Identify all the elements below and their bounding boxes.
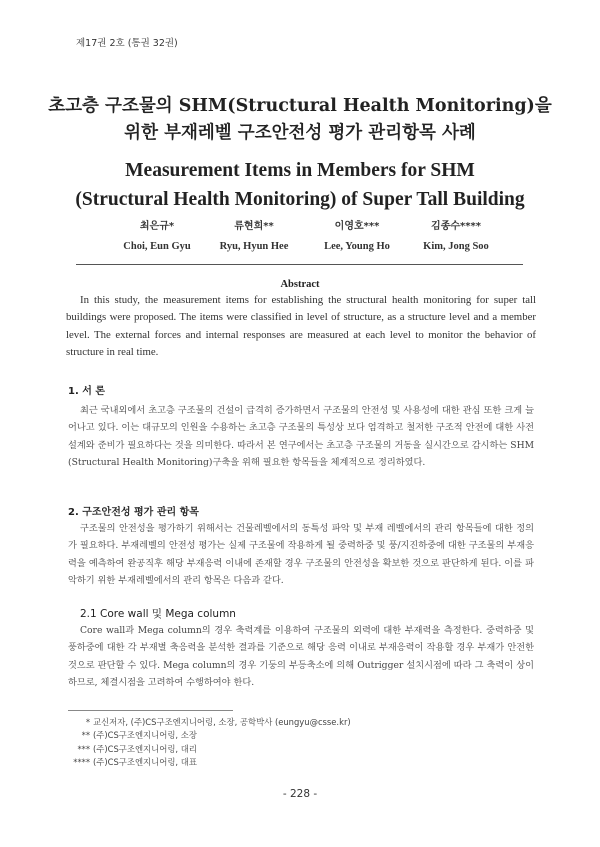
author-4-english-name: Kim, Jong Soo (423, 241, 489, 252)
journal-issue-header: 제17권 2호 (통권 32권) (76, 38, 178, 49)
english-title-line-2: (Structural Health Monitoring) of Super Tall Building (75, 189, 525, 210)
korean-title (0, 93, 600, 147)
author-2-english-name: Ryu, Hyun Hee (219, 241, 289, 252)
subsection-2-1-heading: 2.1 Core wall 및 Mega column (80, 608, 236, 620)
footnote-2 (66, 729, 351, 742)
abstract-heading: Abstract (280, 279, 320, 290)
author-list (0, 220, 600, 260)
footnote-4-mark: **** (73, 756, 90, 767)
title-divider (76, 264, 523, 265)
footnotes (66, 716, 351, 769)
footnote-1 (66, 716, 351, 729)
korean-title-line-2: 위한 부재레벨 구조안전성 평가 관리항목 사례 (124, 123, 476, 143)
author-3-korean-name: 이영호*** (334, 221, 380, 232)
page-number: - 228 - (282, 788, 318, 800)
footnote-2-text: (주)CS구조엔지니어링, 소장 (93, 730, 197, 741)
section-1-body: 최근 국내외에서 초고층 구조물의 건설이 급격히 증가하면서 구조물의 안전성 및 사용성에 대한 관심 또한 크게 늘어나고 있다. 이는 대규모의 인원을 수용하는 초고층 구조물의 특성상 보다 엄격하고 철저한 구조적 안전에 대한 사전 설계와 준비가 필요하다는 것을 의미한다. 따라서 본 연구에서는 초고층 구조물의 거동을 실시간으로 감시하는 SHM (Structural Health Monitoring)구축을 위해 필요한 항목들을 체계적으로 정리하였다. (68, 405, 534, 469)
author-4-korean-name: 김종수**** (431, 221, 481, 232)
section-1-heading: 1. 서 론 (68, 386, 106, 397)
footnote-4-text: (주)CS구조엔지니어링, 대표 (93, 756, 197, 767)
author-3-english-name: Lee, Young Ho (324, 241, 390, 252)
section-2-heading: 2. 구조안전성 평가 관리 항목 (68, 507, 199, 518)
author-1-korean-name: 최은규* (139, 221, 175, 232)
footnote-divider (68, 710, 233, 711)
subsection-2-1-body: Core wall과 Mega column의 경우 축력계를 이용하여 구조물의 외력에 대한 부재력을 측정한다. 중력하중 및 풍하중에 대한 각 부재별 축응력을 분석한 결과를 기준으로 해당 응력 이내로 부재응력이 작용할 경우 부재가 안전한 것으로 판단할 수 있다. Mega column의 경우 기둥의 부등축소에 의해 Outrigger 설치시점에 따라 그 축력이 상이하므로, 체결시점을 고려하여 수행하여야 한다. (68, 625, 534, 689)
footnote-4 (66, 756, 351, 769)
author-1-english-name: Choi, Eun Gyu (123, 241, 191, 252)
author-2-korean-name: 류현희** (234, 221, 274, 232)
abstract-body: In this study, the measurement items for establishing the structural health monitoring for super tall buildings were proposed. The items were classified in level of structure, as a structure level and a member level. The external forces and internal responses are measured at each level to monitor the behavior of structure in real time. (66, 294, 536, 358)
korean-title-line-1: 초고층 구조물의 SHM(Structural Health Monitoring)을 (48, 96, 552, 116)
footnote-1-mark: * (85, 717, 90, 727)
footnote-3 (66, 743, 351, 756)
footnote-3-text: (주)CS구조엔지니어링, 대리 (93, 743, 197, 754)
footnote-2-mark: ** (81, 730, 90, 741)
author-2 (194, 220, 314, 255)
author-4 (396, 220, 516, 255)
english-title (0, 156, 600, 214)
footnote-3-mark: *** (77, 743, 90, 754)
footnote-1-text: 교신저자, (주)CS구조엔지니어링, 소장, 공학박사 (eungyu@csse.kr) (93, 717, 351, 727)
english-title-line-1: Measurement Items in Members for SHM (125, 160, 475, 181)
section-2-body: 구조물의 안전성을 평가하기 위해서는 건물레벨에서의 동특성 파악 및 부재 레벨에서의 관리 항목들에 대한 정의가 필요하다. 부재레벨의 안전성 평가는 실제 구조물에 작용하게 될 중력하중 및 풍/지진하중에 대한 구조물의 부재응력을 예측하여 완공직후 해당 부재응력 이내에 존재할 경우 구조물의 안전성을 확보한 것으로 판단하게 된다. 이를 파악하기 위한 부재레벨에서의 관리 항목은 다음과 같다. (68, 523, 534, 587)
